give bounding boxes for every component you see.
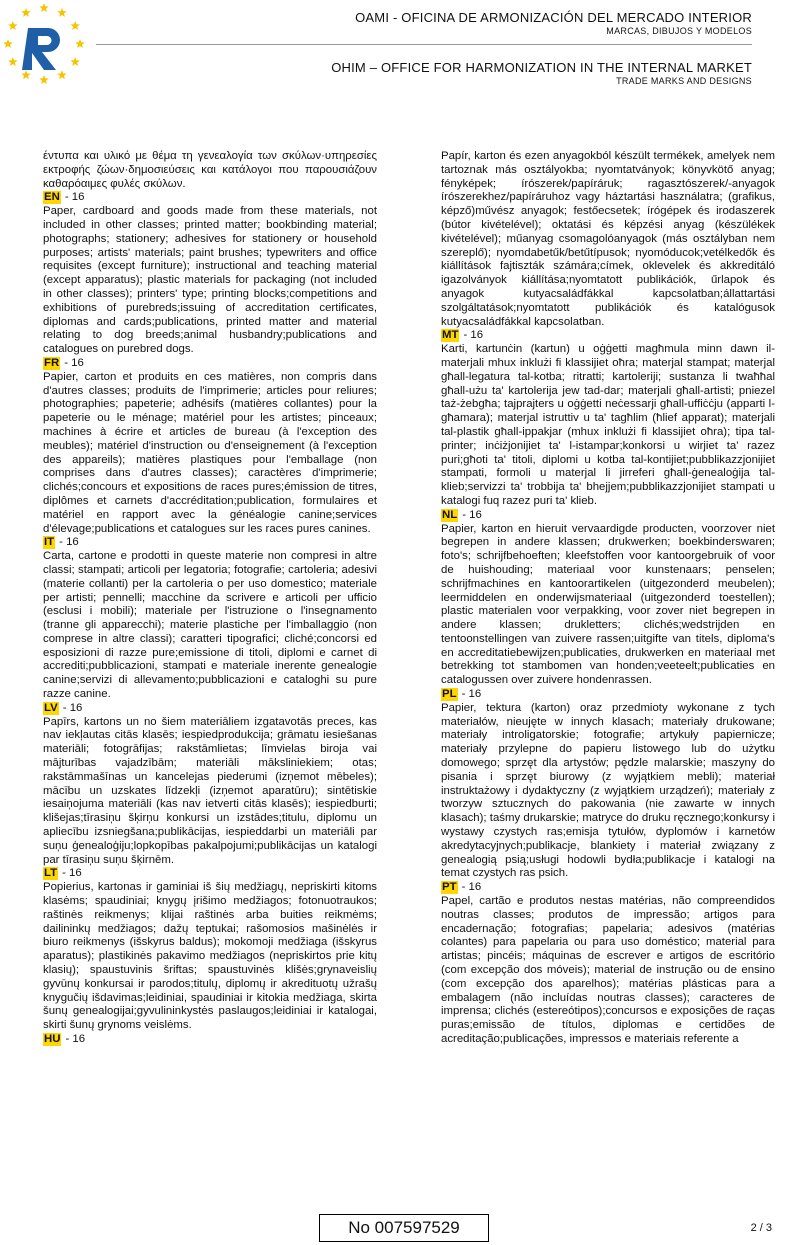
language-heading xyxy=(43,357,377,371)
goods-description: Papier, carton et produits en ces matières, non compris dans d'autres classes; produits de l'imprimerie; articles pour reliures; photographies; papeterie; adhésifs (matières collantes) pour la papeterie ou le ménage; matériel pour les artistes; pinceaux; machines à écrire et articles de bureau (à l'exception des meubles); matériel d'instruction ou d'enseignement (à l'exception des appareils); matières plastiques pour l'emballage (non comprises dans d'autres classes); caractères d'imprimerie; clichés;concours et expositions de races pures;émission de titres, diplômes et carnets d'accréditation;publication, formulaires et matériel en rapport avec la généalogie canine;services d'élevage;publications et catalogues sur les races pures canines. xyxy=(43,370,377,535)
class-number-value: 16 xyxy=(69,701,83,714)
class-number: - 16 xyxy=(64,356,84,369)
goods-description: Papier, karton en hieruit vervaardigde producten, voorzover niet begrepen in andere klassen; drukwerken; boekbinderswaren; foto's; schrijfbehoeften; kleefstoffen voor kantoorgebruik of voor de huishouding; materiaal voor kunstenaars; penselen; schrijfmachines en kantoorartikelen (uitgezonderd meubelen); leermiddelen en onderwijsmateriaal (uitgezonderd toestellen); plastic materialen voor verpakking, voor zover niet begrepen in andere klassen; drukletters; clichés;wedstrijden en tentoonstellingen van zuivere rassen;uitgifte van titels, diploma's en accreditatiebewijzen;publicaties, drukwerken en materiaal met betrekking tot stambomen van honden;veeteelt;publicaties en catalogussen over zuivere hondenrassen. xyxy=(441,522,775,687)
header-en xyxy=(331,60,752,86)
star-icon xyxy=(57,70,67,79)
language-code: EN xyxy=(44,191,60,204)
language-code: LV xyxy=(44,701,58,714)
goods-description: Paper, cardboard and goods made from these materials, not included in other classes; printed matter; bookbinding material; photographs; stationery; adhesives for stationery or household purposes; artists' materials; paint brushes; typewriters and office requisites (except furniture); instructional and teaching material (except apparatus); plastic materials for packaging (not included in other classes); printers' type; printing blocks;competitions and exhibitions of purebreds;issuing of accreditation certificates, diplomas and cards;publications, printed matter and material relating to dog breeds;animal husbandry;publications and catalogues on purebred dogs. xyxy=(43,205,377,356)
header-org-es: OAMI - OFICINA DE ARMONIZACIÓN DEL MERCADO INTERIOR xyxy=(355,10,752,25)
header-sub-es: MARCAS, DIBUJOS Y MODELOS xyxy=(606,26,752,36)
star-ring-icon xyxy=(3,3,85,84)
hungarian-text: Papír, karton és ezen anyagokból készült termékek, amelyek nem tartoznak más osztályokba; nyomtatványok; könyvkötő anyag; fényképek; írószerek/papíráruk; ragasztószerek/-anyagok írószerekhez/papíráruhoz vagy háztartási használatra; (grafikus, képző)művész anyagok; festőecsetek; írógépek és irodaszerek (bútor kivételével); oktatási és képzési anyag (készülékek kivételével); műanyag csomagolóanyagok (más osztályban nem szereplő); nyomdabetűk/betűtípusok; nyomóducok;vetélkedők és kiállítások fajtiszták számára;címek, oklevelek és akkreditáló igazolványok kiállítása;nyomtatott publikációk, űrlapok és anyagok kutyacsaládfákkal kapcsolatban;állattartási szolgáltatások;nyomtatott publikációk és katalógusok kutyacsaládfákkal kapcsolatban. xyxy=(441,150,775,328)
r-letter-icon xyxy=(22,28,60,70)
class-number: - 16 xyxy=(462,508,482,521)
language-code: PL xyxy=(442,688,457,701)
class-number-value: 16 xyxy=(468,688,482,701)
star-icon xyxy=(57,8,67,17)
language-heading xyxy=(43,702,377,716)
star-icon xyxy=(8,57,18,66)
class-number-value: 16 xyxy=(468,881,482,894)
star-icon xyxy=(39,3,49,12)
language-code: LT xyxy=(44,867,58,880)
goods-description: Popierius, kartonas ir gaminiai iš šių medžiagų, nepriskirti kitoms klasėms; spaudiniai; knygų įrišimo medžiagos; fotonuotraukos; raštinės reikmenys; klijai raštinės arba buities reikmėms; dailininkų medžiagos; dažų teptukai; rašomosios mašinėlės ir biuro reikmenys (išskyrus baldus); mokomoji medžiaga (išskyrus aparatus); plastikinės pakavimo medžiagos (nepriskirtos prie kitų klasių); spaustuvinis šriftas; spaustuvinės klišės;grynaveislių gyvūnų konkursai ir parodos;titulų, diplomų ir akredituotų užrašų knygučių išdavimas;leidiniai, spaudiniai ir kitokia medžiaga, skirta šunų genealogijai;gyvulininkystės paslaugos;leidiniai ir katalogai, skirti šunų grynoms veislėms. xyxy=(43,881,377,1032)
language-heading xyxy=(441,329,775,343)
left-column xyxy=(43,150,377,1047)
header-sub-en: TRADE MARKS AND DESIGNS xyxy=(616,76,752,86)
language-heading xyxy=(43,1033,377,1047)
language-code: HU xyxy=(44,1033,61,1045)
right-column xyxy=(441,150,775,1047)
star-icon xyxy=(21,70,31,79)
right-entries xyxy=(441,329,775,1046)
language-code: FR xyxy=(44,356,60,369)
header-divider xyxy=(96,44,752,45)
class-number: - 16 xyxy=(59,536,79,549)
class-number: - 16 xyxy=(461,688,482,701)
class-number-value: 16 xyxy=(72,1033,86,1045)
class-number-value: 16 xyxy=(469,508,482,521)
goods-description: Papel, cartão e produtos nestas matérias, não compreendidos noutras classes; produtos de impressão; artigos para encadernação; fotografias; papelaria; adesivos (matérias colantes) para papelaria ou para uso doméstico; material para artistas; pincéis; máquinas de escrever e artigos de escritório (com excepção dos móveis); material de instrução ou de ensino (com excepção dos aparelhos); matérias plásticas para a embalagem (não incluídas noutras classes); caracteres de imprensa; clichés (estereótipos);concursos e exposições de raças puras;emissão de títulos, diplomas e certidões de acreditação;publicações, impressos e materiais referente a xyxy=(441,895,775,1045)
class-number-value: 16 xyxy=(470,329,484,342)
document-number: No 007597529 xyxy=(319,1214,489,1242)
class-number-value: 16 xyxy=(71,356,84,369)
ohim-logo xyxy=(0,0,92,92)
language-code: NL xyxy=(442,508,458,521)
language-heading xyxy=(441,509,775,523)
goods-description: Papier, tektura (karton) oraz przedmioty wykonane z tych materiałów, nieujęte w innych klasach; materiały drukowane; materiały introligatorskie; fotografie; artykuły papiernicze; materiały przylepne do papieru listowego lub do użytku domowego; sprzęt dla artystów; pędzle malarskie; maszyny do pisania i sprzęt biurowy (z wyjątkiem mebli); materiał instruktażowy i dydaktyczny (z wyjątkiem urządzeń); materiały z tworzyw sztucznych do pakowania (nie zawarte w innych klasach); taśmy drukarskie; matryce do druku ręcznego;konkursy i wystawy czystych ras;emisja tytułów, dyplomów i karnetów akredytacyjnych;publikacje, blankiety i materiał związany z genealogią psią;usługi hodowli bydła;publikacje i katalogi na temat czystych ras psich. xyxy=(441,701,775,880)
goods-description: Carta, cartone e prodotti in queste materie non compresi in altre classi; stampati; articoli per legatoria; fotografie; cartoleria; adesivi (materie collanti) per la cartoleria o per uso domestico; materiale per artisti; pennelli; macchine da scrivere e articoli per ufficio (esclusi i mobili); materiale per l'istruzione o l'insegnamento (tranne gli apparecchi); materie plastiche per l'imballaggio (non comprese in altre classi); caratteri tipografici; cliché;concorsi ed esposizioni di razze pure;emissione di titoli, diplomi e carnet di accrediti;pubblicazioni, stampati e materiale inerente genealogie canine;servizi di allevamento;pubblicazioni e cataloghi su pure razze canine. xyxy=(43,550,377,701)
language-heading xyxy=(441,688,775,702)
class-number-value: 16 xyxy=(66,536,79,549)
goods-description: Karti, kartunċin (kartun) u oġġetti magħmula minn dawn il-materjali mhux inklużi fi klassijiet oħra; materjal stampat; materjal għall-legatura tal-kotba; ritratti; kartoleriji; sustanza li twaħħal għall-użu ta' kartolerija jew tad-dar; materjali għall-artisti; pniezel taż-żebgħa; tajprajters u oġġetti neċessarji għall-uffiċċju (apparti l-għamara); materjal istruttiv u ta' tagħlim (ħlief apparat); materjali tal-plastik għall-ippakjar (mhux inklużi fi klassijiet oħra); tipa tal-printer; inċiżjonijiet ta' l-istampar;konkorsi u wirjiet ta' razez puri;għoti ta' titoli, diplomi u kotba tal-kontijiet;pubblikazzjonijiet stampati, formoli u materjal li jirreferi għall-ġenealoġija tal-klieb;servizzi ta' trobbija ta' bhejjem;pubblikazzjonijiet stampati u katalogi fuq razez puri ta' klieb. xyxy=(441,343,775,507)
star-icon xyxy=(70,57,80,66)
header-es xyxy=(355,10,752,36)
greek-text: έντυπα και υλικό με θέμα τη γενεαλογία των σκύλων·υπηρεσίες εκτροφής ζώων·δημοσιεύσεις και κατάλογοι που παρουσιάζουν καθαρόαιμες φυλές σκύλων. xyxy=(43,150,377,190)
language-code: IT xyxy=(44,536,55,549)
language-heading xyxy=(43,536,377,550)
language-heading xyxy=(43,867,377,881)
header-org-en: OHIM – OFFICE FOR HARMONIZATION IN THE INTERNAL MARKET xyxy=(331,60,752,75)
class-number: - 16 xyxy=(463,329,484,342)
goods-description: Papīrs, kartons un no šiem materiāliem izgatavotās preces, kas nav iekļautas citās klasēs; iespiedprodukcija; grāmatu iesiešanas materiāli; fotogrāfijas; rakstāmlietas; līmvielas biroja vai mājturības vajadzībām; materiāli māksliniekiem; otas; rakstāmmašīnas un kancelejas piederumi (izņemot mēbeles); mācību un uzskates līdzekļi (izņemot aparatūru); sintētiskie iesaiņojuma materiāli (kas nav ietverti citās klasēs); iespiedburti; klišejas;tīrasiņu šķirņu konkursi un izstādes;titulu, diplomu un apliecību izsniegšana;publikācijas, iespieddarbi un materiāli par suņu ģenealoģiju;lopkopības pakalpojumi;publikācijas un katalogi par tīrasiņu suņu šķirnēm. xyxy=(43,715,377,866)
language-heading xyxy=(441,881,775,895)
class-number: - 16 xyxy=(62,867,82,880)
language-code: MT xyxy=(442,329,459,342)
star-icon xyxy=(8,21,18,30)
class-number: - 16 xyxy=(461,881,482,894)
class-number: - 16 xyxy=(62,701,83,714)
page-number: 2 / 3 xyxy=(750,1222,772,1234)
language-code: PT xyxy=(442,881,457,894)
left-entries xyxy=(43,191,377,1046)
language-heading xyxy=(43,191,377,205)
star-icon xyxy=(75,39,85,48)
star-icon xyxy=(39,75,49,84)
class-number: - 16 xyxy=(65,1033,86,1045)
star-icon xyxy=(21,8,31,17)
star-icon xyxy=(70,21,80,30)
star-icon xyxy=(3,39,13,48)
class-number-value: 16 xyxy=(71,191,85,204)
class-number-value: 16 xyxy=(69,867,82,880)
class-number: - 16 xyxy=(64,191,85,204)
